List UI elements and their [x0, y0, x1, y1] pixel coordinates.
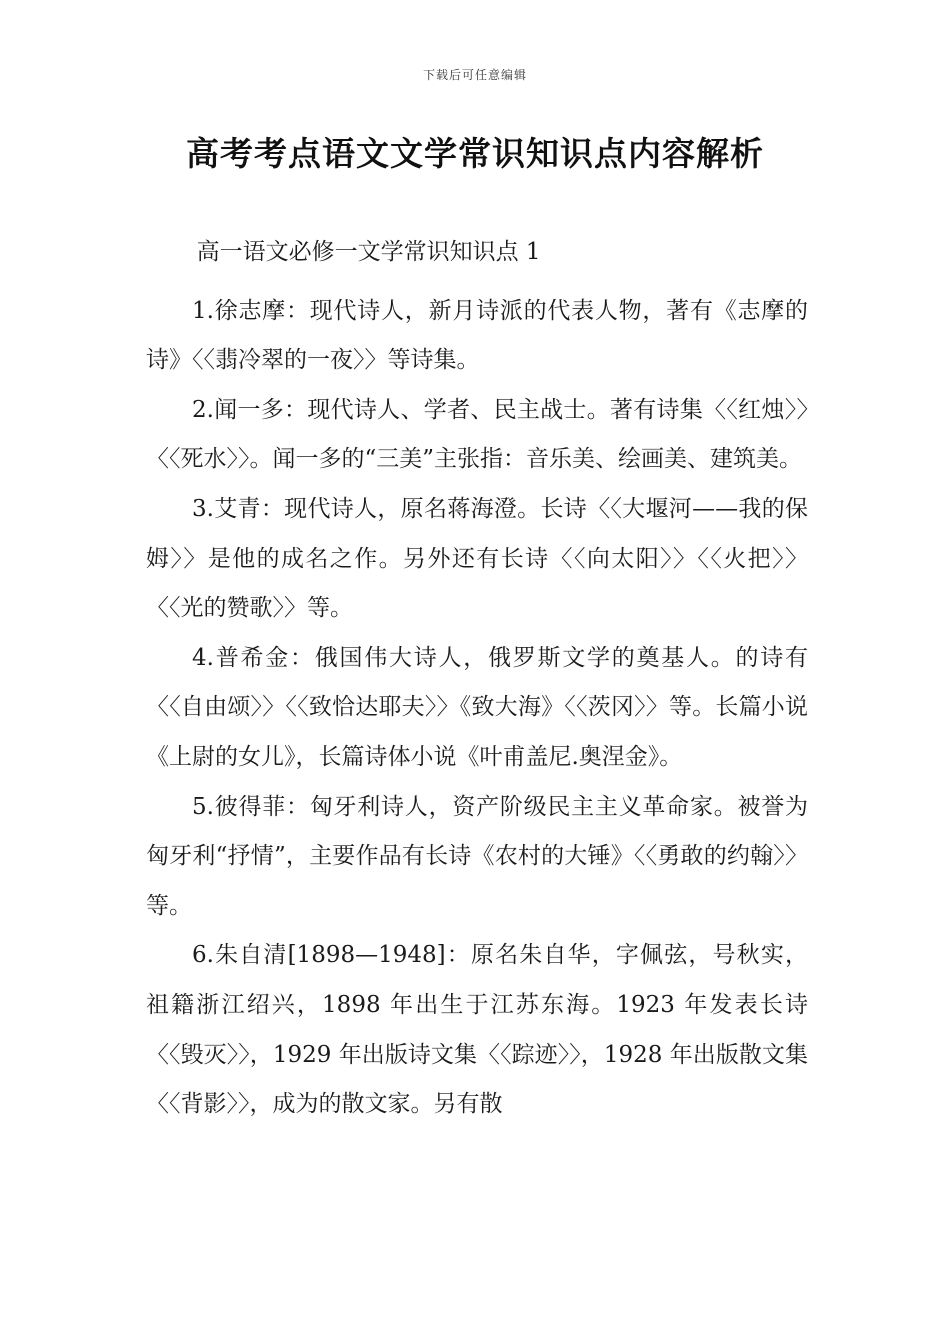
paragraph-xu-zhimo: 1.徐志摩：现代诗人，新月诗派的代表人物，著有《志摩的诗》〈〈翡冷翠的一夜〉〉等诗集。 — [146, 297, 808, 374]
paragraph-pushkin: 4.普希金：俄国伟大诗人，俄罗斯文学的奠基人。的诗有〈〈自由颂〉〉〈〈致恰达耶夫〉〉《致大海》〈〈茨冈〉〉等。长篇小说《上尉的女儿》，长篇诗体小说《叶甫盖尼.奥涅金》。 — [146, 644, 808, 770]
section-heading: 高一语文必修一文学常识知识点 1 — [196, 239, 541, 265]
document-body — [146, 228, 808, 1130]
paragraph-zhu-ziqing: 6.朱自清[1898—1948]：原名朱自华，字佩弦，号秋实，祖籍浙江绍兴，1898 年出生于江苏东海。1923 年发表长诗〈〈毁灭〉〉，1929 年出版诗文集〈〈踪迹〉〉，1928 年出版散文集〈〈背影〉〉，成为的散文家。另有散 — [146, 942, 808, 1118]
header-note: 下载后可任意编辑 — [422, 68, 527, 82]
paragraph-wen-yiduo: 2.闻一多：现代诗人、学者、民主战士。著有诗集〈〈红烛〉〉〈〈死水〉〉。闻一多的“三美”主张指：音乐美、绘画美、建筑美。 — [146, 396, 808, 473]
paragraph-ai-qing: 3.艾青：现代诗人，原名蒋海澄。长诗〈〈大堰河——我的保姆〉〉是他的成名之作。另外还有长诗〈〈向太阳〉〉〈〈火把〉〉〈〈光的赞歌〉〉等。 — [146, 495, 808, 622]
document-title: 高考考点语文文学常识知识点内容解析 — [186, 134, 764, 173]
paragraph-petofi: 5.彼得菲：匈牙利诗人，资产阶级民主主义革命家。被誉为匈牙利“抒情”，主要作品有长诗《农村的大锤》〈〈勇敢的约翰〉〉等。 — [146, 793, 808, 919]
